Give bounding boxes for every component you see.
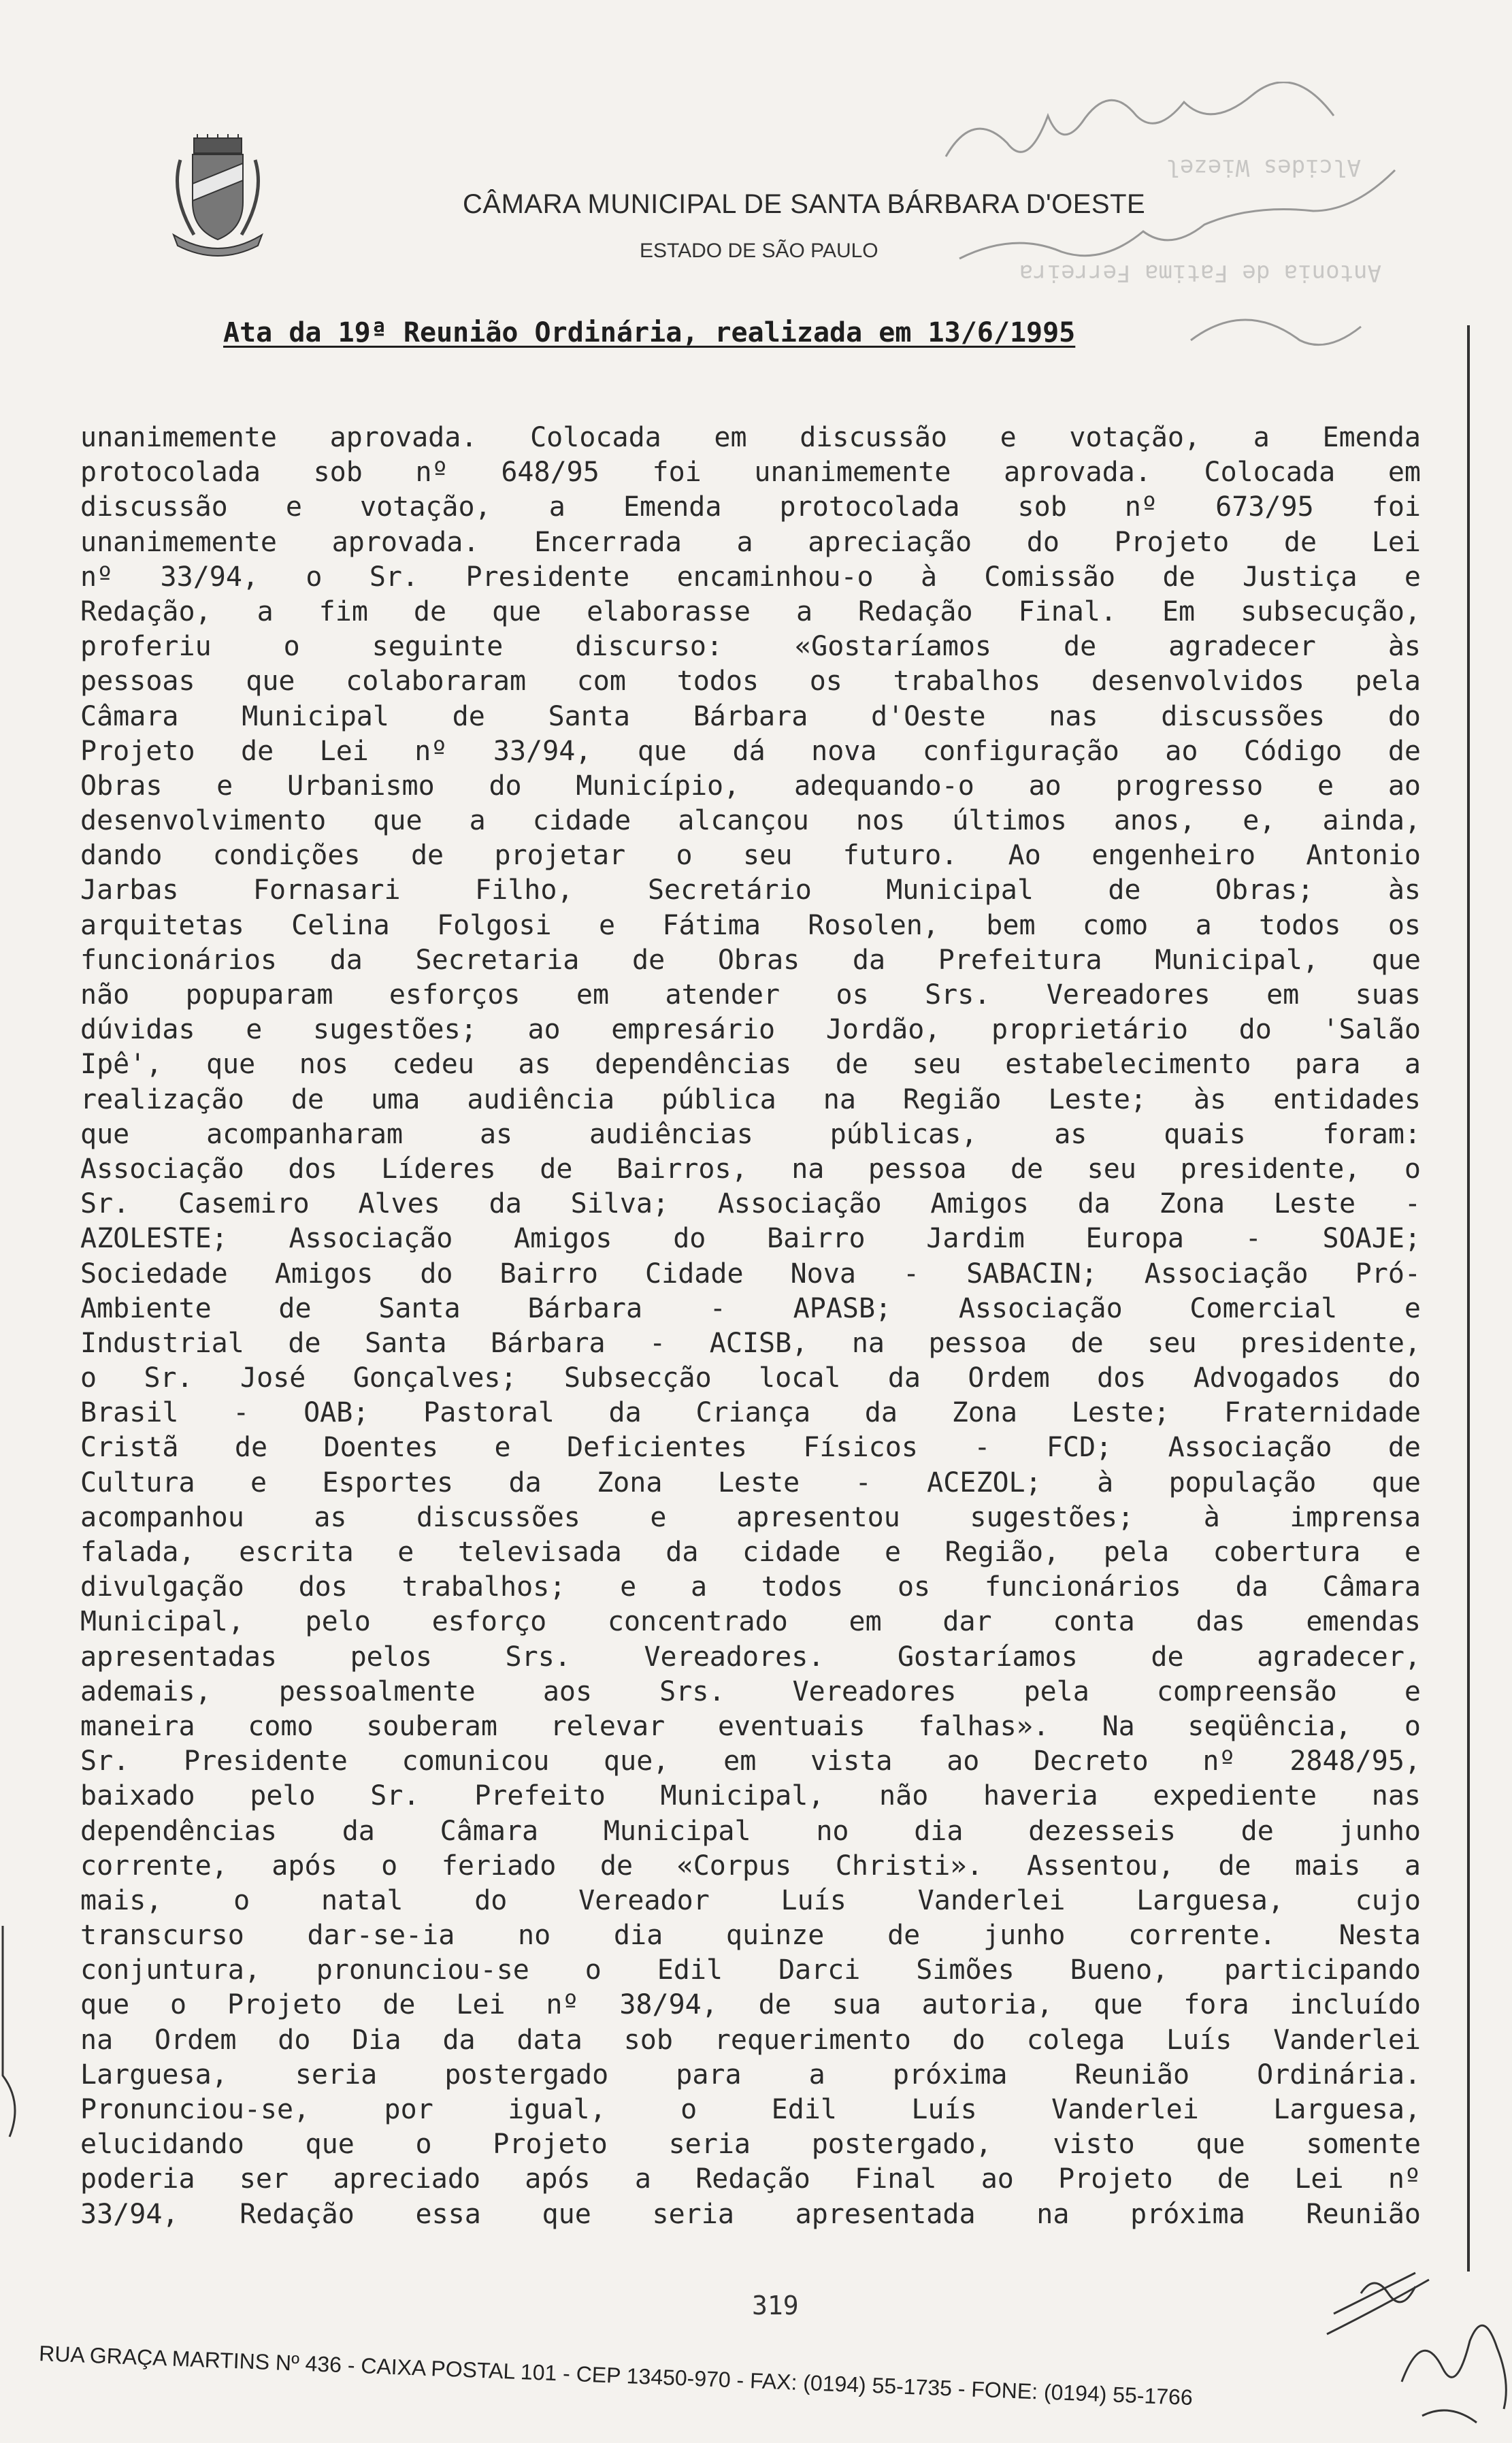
body-line: que o Projeto de Lei nº 38/94, de sua autoria, que fora incluído xyxy=(80,1989,1421,2021)
body-line: Larguesa, seria postergado para a próxima Reunião Ordinária. xyxy=(80,2059,1421,2091)
body-line: não popuparam esforços em atender os Srs. Vereadores em suas xyxy=(80,979,1421,1011)
body-line: Sr. Presidente comunicou que, em vista ao Decreto nº 2848/95, xyxy=(80,1745,1421,1777)
body-line: maneira como souberam relevar eventuais falhas». Na seqüência, o xyxy=(80,1710,1421,1742)
body-line: dependências da Câmara Municipal no dia dezesseis de junho xyxy=(80,1815,1421,1847)
body-line: Ambiente de Santa Bárbara - APASB; Associação Comercial e xyxy=(80,1292,1421,1324)
body-line: Jarbas Fornasari Filho, Secretário Municipal de Obras; às xyxy=(80,874,1421,906)
body-line: ademais, pessoalmente aos Srs. Vereadores pela compreensão e xyxy=(80,1675,1421,1707)
body-line: 33/94, Redação essa que seria apresentada na próxima Reunião xyxy=(80,2198,1421,2230)
body-line: acompanhou as discussões e apresentou sugestões; à imprensa xyxy=(80,1501,1421,1533)
body-line: Industrial de Santa Bárbara - ACISB, na pessoa de seu presidente, xyxy=(80,1327,1421,1359)
body-line: conjuntura, pronunciou-se o Edil Darci Simões Bueno, participando xyxy=(80,1954,1421,1986)
body-line: elucidando que o Projeto seria postergado, visto que somente xyxy=(80,2129,1421,2161)
body-line: o Sr. José Gonçalves; Subsecção local da Ordem dos Advogados do xyxy=(80,1362,1421,1394)
body-line: desenvolvimento que a cidade alcançou nos últimos anos, e, ainda, xyxy=(80,805,1421,837)
margin-mark-icon xyxy=(0,1926,41,2144)
body-line: Câmara Municipal de Santa Bárbara d'Oeste nas discussões do xyxy=(80,700,1421,732)
body-line: Pronunciou-se, por igual, o Edil Luís Vanderlei Larguesa, xyxy=(80,2094,1421,2125)
body-line: divulgação dos trabalhos; e a todos os funcionários da Câmara xyxy=(80,1571,1421,1603)
body-line: Associação dos Líderes de Bairros, na pessoa de seu presidente, o xyxy=(80,1153,1421,1185)
body-line: nº 33/94, o Sr. Presidente encaminhou-o à Comissão de Justiça e xyxy=(80,561,1421,593)
body-line: dando condições de projetar o seu futuro. Ao engenheiro Antonio xyxy=(80,840,1421,872)
body-line: Obras e Urbanismo do Município, adequando-o ao progresso e ao xyxy=(80,770,1421,802)
body-line: corrente, após o feriado de «Corpus Christi». Assentou, de mais a xyxy=(80,1850,1421,1882)
body-line: poderia ser apreciado após a Redação Final ao Projeto de Lei nº xyxy=(80,2163,1421,2195)
signatures-top-right-icon xyxy=(919,82,1477,395)
body-line: AZOLESTE; Associação Amigos do Bairro Jardim Europa - SOAJE; xyxy=(80,1223,1421,1255)
body-line: Projeto de Lei nº 33/94, que dá nova configuração ao Código de xyxy=(80,735,1421,767)
body-line: dúvidas e sugestões; ao empresário Jordão, proprietário do 'Salão xyxy=(80,1014,1421,1046)
body-line: pessoas que colaboraram com todos os trabalhos desenvolvidos pela xyxy=(80,666,1421,698)
svg-text:Alcides Wiezel: Alcides Wiezel xyxy=(1166,154,1361,181)
body-line: Cristã de Doentes e Deficientes Físicos - FCD; Associação de xyxy=(80,1432,1421,1464)
footer-address: RUA GRAÇA MARTINS Nº 436 - CAIXA POSTAL 101 - CEP 13450-970 - FAX: (0194) 55-1735 - FONE: (0194) 55-1766 xyxy=(38,2341,1194,2410)
body-line: apresentadas pelos Srs. Vereadores. Gostaríamos de agradecer, xyxy=(80,1641,1421,1673)
body-line: Cultura e Esportes da Zona Leste - ACEZOL; à população que xyxy=(80,1466,1421,1498)
body-line: unanimemente aprovada. Encerrada a apreciação do Projeto de Lei xyxy=(80,526,1421,558)
svg-text:Antonia de Fatima Ferreira: Antonia de Fatima Ferreira xyxy=(1019,259,1381,286)
minutes-title: Ata da 19ª Reunião Ordinária, realizada em 13/6/1995 xyxy=(223,317,1076,348)
body-line: Municipal, pelo esforço concentrado em dar conta das emendas xyxy=(80,1606,1421,1638)
body-line: falada, escrita e televisada da cidade e Região, pela cobertura e xyxy=(80,1537,1421,1568)
body-line: discussão e votação, a Emenda protocolada sob nº 673/95 foi xyxy=(80,491,1421,523)
body-line: funcionários da Secretaria de Obras da Prefeitura Municipal, que xyxy=(80,944,1421,976)
state-name: ESTADO DE SÃO PAULO xyxy=(640,240,878,262)
body-line: mais, o natal do Vereador Luís Vanderlei Larguesa, cujo xyxy=(80,1884,1421,1916)
body-line: Sr. Casemiro Alves da Silva; Associação Amigos da Zona Leste - xyxy=(80,1188,1421,1220)
right-margin-rule xyxy=(1467,325,1470,2272)
minutes-body xyxy=(80,421,1421,2232)
body-line: na Ordem do Dia da data sob requerimento do colega Luís Vanderlei xyxy=(80,2024,1421,2056)
body-line: transcurso dar-se-ia no dia quinze de junho corrente. Nesta xyxy=(80,1920,1421,1952)
body-line: arquitetas Celina Folgosi e Fátima Rosolen, bem como a todos os xyxy=(80,909,1421,941)
body-line: Sociedade Amigos do Bairro Cidade Nova - SABACIN; Associação Pró- xyxy=(80,1258,1421,1290)
body-line: unanimemente aprovada. Colocada em discussão e votação, a Emenda xyxy=(80,422,1421,453)
page-number: 319 xyxy=(752,2291,799,2321)
coat-of-arms-icon xyxy=(167,133,269,262)
body-line: Brasil - OAB; Pastoral da Criança da Zona Leste; Fraternidade xyxy=(80,1397,1421,1429)
body-line: baixado pelo Sr. Prefeito Municipal, não haveria expediente nas xyxy=(80,1780,1421,1812)
body-line: Redação, a fim de que elaborasse a Redação Final. Em subsecução, xyxy=(80,595,1421,627)
body-line: Ipê', que nos cedeu as dependências de seu estabelecimento para a xyxy=(80,1049,1421,1081)
body-line: proferiu o seguinte discurso: «Gostaríamos de agradecer às xyxy=(80,631,1421,663)
body-line: realização de uma audiência pública na Região Leste; às entidades xyxy=(80,1083,1421,1115)
chamber-name: CÂMARA MUNICIPAL DE SANTA BÁRBARA D'OESTE xyxy=(463,189,1146,219)
body-line: protocolada sob nº 648/95 foi unanimemente aprovada. Colocada em xyxy=(80,457,1421,489)
body-line: que acompanharam as audiências públicas, as quais foram: xyxy=(80,1118,1421,1150)
